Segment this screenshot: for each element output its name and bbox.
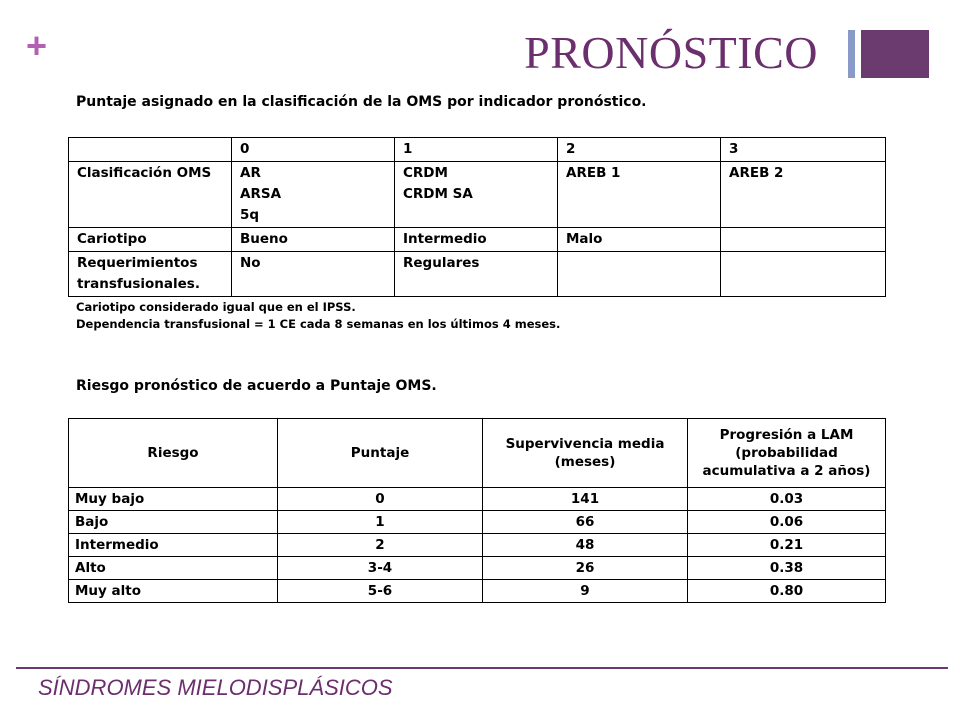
table-cell: Regulares — [395, 252, 558, 297]
table-row — [69, 557, 886, 580]
header-cell: Riesgo — [69, 419, 278, 488]
table-cell: Malo — [558, 228, 721, 252]
slide-title: PRONÓSTICO — [524, 27, 818, 78]
table-cell: CRDM CRDM SA — [395, 162, 558, 228]
footer-divider — [16, 667, 948, 669]
table-cell: 9 — [483, 580, 688, 603]
header-cell: 1 — [395, 138, 558, 162]
table-row — [69, 488, 886, 511]
footer-title: SÍNDROMES MIELODISPLÁSICOS — [38, 675, 393, 700]
table-cell: 26 — [483, 557, 688, 580]
table-row — [69, 511, 886, 534]
table-cell: 5-6 — [278, 580, 483, 603]
table-cell: 0.03 — [688, 488, 886, 511]
table-header-row — [69, 138, 886, 162]
risk-label: Bajo — [69, 511, 278, 534]
row-label: Clasificación OMS — [69, 162, 232, 228]
decor-bar-thin — [848, 30, 855, 78]
table-cell: 0.06 — [688, 511, 886, 534]
table-row — [69, 228, 886, 252]
risk-label: Intermedio — [69, 534, 278, 557]
table-cell: Intermedio — [395, 228, 558, 252]
table-row — [69, 252, 886, 297]
risk-label: Alto — [69, 557, 278, 580]
risk-table — [68, 418, 886, 603]
table-cell — [558, 252, 721, 297]
table-cell: 1 — [278, 511, 483, 534]
risk-label: Muy bajo — [69, 488, 278, 511]
table-row — [69, 162, 886, 228]
table-cell: 0.38 — [688, 557, 886, 580]
header-cell: Progresión a LAM (probabilidad acumulativa a 2 años) — [688, 419, 886, 488]
table-cell: No — [232, 252, 395, 297]
section1-title: Puntaje asignado en la clasificación de la OMS por indicador pronóstico. — [76, 94, 647, 110]
header-cell — [69, 138, 232, 162]
table-cell: 141 — [483, 488, 688, 511]
table-cell: 0.80 — [688, 580, 886, 603]
table-row — [69, 580, 886, 603]
footnote: Cariotipo considerado igual que en el IPSS. — [76, 300, 356, 314]
header-cell: 0 — [232, 138, 395, 162]
header-cell: Supervivencia media (meses) — [483, 419, 688, 488]
oms-score-table — [68, 137, 886, 297]
table-cell — [721, 228, 886, 252]
table-cell: 66 — [483, 511, 688, 534]
table-cell: AREB 1 — [558, 162, 721, 228]
table-cell: 3-4 — [278, 557, 483, 580]
table-row — [69, 534, 886, 557]
table-header-row — [69, 419, 886, 488]
header-cell: Puntaje — [278, 419, 483, 488]
table-cell: AREB 2 — [721, 162, 886, 228]
table-cell: 48 — [483, 534, 688, 557]
table-cell — [721, 252, 886, 297]
risk-label: Muy alto — [69, 580, 278, 603]
header-cell: 2 — [558, 138, 721, 162]
row-label: Cariotipo — [69, 228, 232, 252]
table-cell: 0 — [278, 488, 483, 511]
table-cell: 0.21 — [688, 534, 886, 557]
section2-title: Riesgo pronóstico de acuerdo a Puntaje OMS. — [76, 378, 437, 394]
decor-bar-thick — [861, 30, 929, 78]
plus-icon: + — [26, 25, 48, 66]
footnote: Dependencia transfusional = 1 CE cada 8 semanas en los últimos 4 meses. — [76, 317, 561, 331]
table-cell: AR ARSA 5q — [232, 162, 395, 228]
table-cell: 2 — [278, 534, 483, 557]
table-cell: Bueno — [232, 228, 395, 252]
row-label: Requerimientos transfusionales. — [69, 252, 232, 297]
header-cell: 3 — [721, 138, 886, 162]
